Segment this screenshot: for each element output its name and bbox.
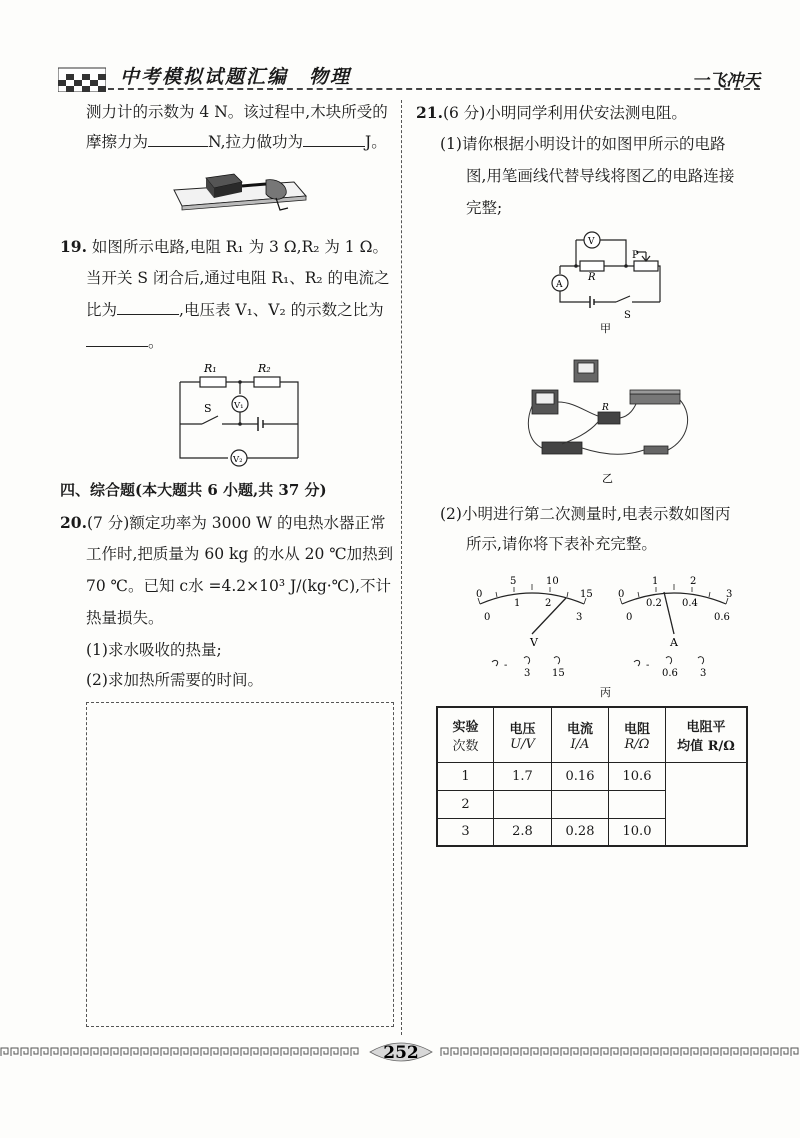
q21-sub1-line3: 完整;: [466, 199, 503, 217]
jia-caption: 甲: [600, 322, 611, 335]
amp-bottom-3: 0.6: [714, 612, 730, 623]
q19-line4: 。: [86, 326, 164, 359]
page-number-badge: [366, 1038, 436, 1066]
q18-block-figure: [170, 168, 310, 220]
q18-blank-work[interactable]: [303, 146, 365, 147]
q19-label-s: S: [204, 402, 212, 415]
th-current: 电流 I/A: [552, 707, 609, 762]
q20-line2: 工作时,把质量为 60 kg 的水从 20 ℃加热到: [86, 545, 394, 563]
amp-bottom-0: 0: [626, 612, 633, 623]
volt-unit: V: [530, 636, 538, 649]
q19-line1: 19. 如图所示电路,电阻 R₁ 为 3 Ω,R₂ 为 1 Ω。: [60, 237, 388, 256]
cell-r1-current: 0.16: [552, 762, 609, 790]
volt-top-1: 5: [510, 576, 517, 587]
volt-top-0: 0: [476, 589, 483, 600]
q20-sub1: (1)求水吸收的热量;: [86, 641, 222, 659]
cell-r2-current-blank[interactable]: [552, 790, 609, 818]
cell-r2-resistance-blank[interactable]: [609, 790, 666, 818]
q19-blank-current-ratio[interactable]: [117, 314, 179, 315]
q21-circuit-yi: [526, 356, 696, 484]
q19-label-v2: V₂: [233, 455, 243, 465]
cell-r2-trial: 2: [437, 790, 494, 818]
amp-top-2: 2: [690, 576, 697, 587]
yi-caption: 乙: [602, 472, 613, 484]
cell-r3-resistance: 10.0: [609, 818, 666, 846]
amp-term-2: 3: [700, 668, 707, 679]
jia-label-v: V: [588, 237, 595, 247]
volt-bottom-0: 0: [484, 612, 491, 623]
cell-average-blank[interactable]: [666, 762, 748, 846]
volt-bottom-2: 2: [545, 598, 552, 609]
cell-r1-voltage: 1.7: [494, 762, 552, 790]
header-logo-checker: [58, 58, 106, 92]
q21-sub1-line2: 图,用笔画线代替导线将图乙的电路连接: [466, 167, 735, 185]
column-divider: [401, 100, 402, 1035]
cell-r1-resistance: 10.6: [609, 762, 666, 790]
q21-data-table: [436, 706, 748, 847]
volt-term-1: 3: [524, 668, 531, 679]
q20-line1: 20.(7 分)额定功率为 3000 W 的电热水器正常: [60, 513, 386, 532]
amp-top-0: 0: [618, 589, 625, 600]
cell-r3-voltage: 2.8: [494, 818, 552, 846]
jia-label-s: S: [624, 310, 631, 321]
q20-line4: 热量损失。: [86, 609, 164, 627]
cell-r1-trial: 1: [437, 762, 494, 790]
amp-bottom-2: 0.4: [682, 598, 698, 609]
q20-line3: 70 ℃。已知 c水 =4.2×10³ J/(kg·℃),不计: [86, 577, 392, 595]
volt-bottom-3: 3: [576, 612, 583, 623]
q21-sub2-line2: 所示,请你将下表补充完整。: [466, 535, 657, 553]
q19-circuit-diagram: [170, 362, 310, 472]
q19-label-r1: R₁: [204, 362, 217, 375]
header-title: 中考模拟试题汇编 物理: [120, 66, 352, 88]
amp-unit: A: [670, 636, 678, 649]
th-trial: 实验 次数: [437, 707, 494, 762]
table-row: [437, 762, 747, 790]
q20-answer-area[interactable]: [86, 702, 394, 1027]
th-average-resistance: 电阻平 均值 R/Ω: [666, 707, 748, 762]
q21-circuit-jia: [546, 226, 666, 336]
jia-label-a: A: [556, 280, 563, 290]
q19-label-r2: R₂: [258, 362, 271, 375]
cell-r3-current: 0.28: [552, 818, 609, 846]
amp-top-1: 1: [652, 576, 659, 587]
cell-r2-voltage-blank[interactable]: [494, 790, 552, 818]
amp-bottom-1: 0.2: [646, 598, 662, 609]
jia-label-r: R: [588, 272, 596, 283]
q21-sub2-line1: (2)小明进行第二次测量时,电表示数如图丙: [440, 505, 731, 523]
amp-term-0: -: [646, 660, 650, 671]
q21-line1: 21.(6 分)小明同学利用伏安法测电阻。: [416, 103, 687, 122]
volt-top-2: 10: [546, 576, 559, 587]
cell-r3-trial: 3: [437, 818, 494, 846]
section4-heading: 四、综合题(本大题共 6 小题,共 37 分): [60, 481, 327, 499]
q20-sub2: (2)求加热所需要的时间。: [86, 671, 263, 689]
q19-label-v1: V₁: [234, 401, 244, 411]
header-rule: [108, 88, 760, 90]
volt-top-3: 15: [580, 589, 593, 600]
q18-line2: 摩擦力为 N,拉力做功为 J。: [86, 133, 387, 151]
page-number: 252: [383, 1043, 419, 1063]
q19-line3: 比为 ,电压表 V₁、V₂ 的示数之比为: [86, 301, 384, 319]
amp-term-1: 0.6: [662, 668, 678, 679]
th-resistance: 电阻 R/Ω: [609, 707, 666, 762]
q21-meters-bing: [462, 570, 752, 700]
volt-term-0: -: [504, 660, 508, 671]
q19-blank-voltage-ratio[interactable]: [86, 346, 148, 347]
meters-caption: 丙: [600, 686, 611, 699]
amp-top-3: 3: [726, 589, 733, 600]
volt-bottom-1: 1: [514, 598, 521, 609]
volt-term-2: 15: [552, 668, 565, 679]
q18-blank-friction[interactable]: [148, 146, 208, 147]
q21-sub1-line1: (1)请你根据小明设计的如图甲所示的电路: [440, 135, 726, 153]
jia-label-p: P: [632, 250, 639, 261]
th-voltage: 电压 U/V: [494, 707, 552, 762]
q18-line1: 测力计的示数为 4 N。该过程中,木块所受的: [86, 103, 388, 121]
q19-line2: 当开关 S 闭合后,通过电阻 R₁、R₂ 的电流之: [86, 269, 390, 287]
header-brand: 一飞冲天: [692, 71, 760, 91]
yi-label-r: R: [602, 403, 609, 413]
